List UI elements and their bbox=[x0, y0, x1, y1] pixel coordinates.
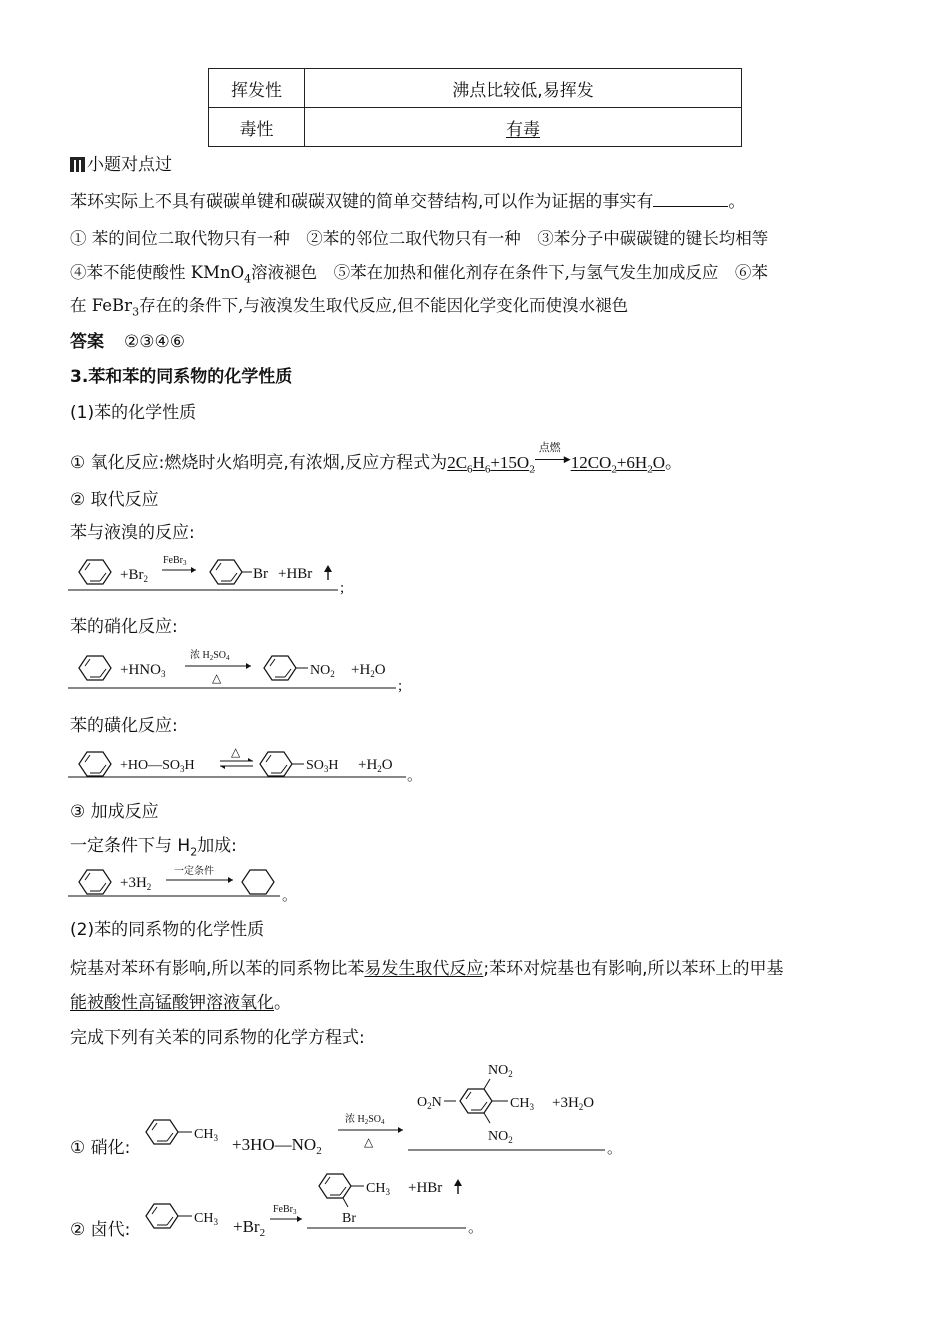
benzene-ring-icon bbox=[210, 560, 242, 584]
svg-text:△: △ bbox=[231, 745, 241, 759]
svg-text:NO2: $NO_2$ bbox=[488, 1063, 513, 1079]
svg-text:+H2O: $+H_2O$ bbox=[351, 662, 386, 679]
svg-text:+H2O: $+H_2O$ bbox=[358, 757, 393, 774]
quiz-question: 苯环实际上不具有碳碳单键和碳碳双键的简单交替结构,可以作为证据的事实有 。 bbox=[70, 192, 746, 212]
answer-line bbox=[70, 327, 185, 352]
svg-text:Br: Br bbox=[342, 1211, 356, 1226]
svg-text:浓 H2SO4: 浓 $H_2SO_4$ bbox=[345, 1114, 385, 1126]
svg-text:SO3H: $SO_3H$ bbox=[306, 758, 339, 774]
svg-text:NO2: $NO_2$ bbox=[488, 1129, 513, 1145]
svg-text:+Br2: $+Br_2$ bbox=[233, 1217, 266, 1239]
section-marker-icon bbox=[70, 157, 85, 172]
svg-text:。: 。 bbox=[282, 888, 298, 904]
answer-label: 答案 bbox=[70, 332, 104, 352]
homolog-text-line-1: 烷基对苯环有影响,所以苯的同系物比苯易发生取代反应;苯环对烷基也有影响,所以苯环上的甲基 bbox=[70, 959, 784, 979]
table-cell-value bbox=[305, 108, 742, 147]
sulfonation-equation bbox=[68, 742, 423, 788]
combustion-products: $12CO_2+6H_2O$ bbox=[570, 453, 665, 476]
subsection-title-2: (2)苯的同系物的化学性质 bbox=[70, 920, 265, 940]
benzene-ring-icon bbox=[460, 1089, 492, 1113]
svg-text:;: ; bbox=[340, 580, 345, 596]
svg-text:;: ; bbox=[398, 678, 403, 694]
quiz-heading: 小题对点过 bbox=[70, 150, 172, 175]
combustion-reactants: $2C_6H_6+15O_2$ bbox=[447, 453, 535, 476]
hydrogenation-equation bbox=[68, 860, 308, 906]
substitution-heading: ② 取代反应 bbox=[70, 490, 159, 510]
quiz-options-line-2: ④苯不能使酸性 KMnO$_4$溶液褪色 ⑤苯在加热和催化剂存在条件下,与氢气发生加成反应 ⑥苯 bbox=[70, 263, 768, 286]
svg-text:NO2: $NO_2$ bbox=[310, 663, 335, 679]
subsection-title: (1)苯的化学性质 bbox=[70, 403, 197, 423]
table-cell-key: 挥发性 bbox=[209, 69, 305, 108]
nitration2-label: ① 硝化: bbox=[70, 1138, 131, 1158]
toluene-bromination-equation bbox=[140, 1166, 500, 1246]
addition-label: 一定条件下与 $H_2$加成: bbox=[70, 836, 237, 859]
benzene-ring-icon bbox=[146, 1120, 178, 1144]
homolog-text-line-2: 能被酸性高锰酸钾溶液氧化。 bbox=[70, 993, 291, 1013]
quiz-options-line-1: ① 苯的间位二取代物只有一种 ②苯的邻位二取代物只有一种 ③苯分子中碳碳键的键长均相等 bbox=[70, 229, 769, 248]
benzene-ring-icon bbox=[264, 656, 296, 680]
benzene-ring-icon bbox=[79, 656, 111, 680]
complete-label: 完成下列有关苯的同系物的化学方程式: bbox=[70, 1028, 365, 1048]
benzene-ring-icon bbox=[79, 560, 111, 584]
svg-text:一定条件: 一定条件 bbox=[174, 866, 214, 877]
benzene-ring-icon bbox=[146, 1204, 178, 1228]
svg-text:FeBr3: FeBr$_3$ bbox=[163, 555, 187, 567]
svg-text:+HO—SO3H: $+HO—SO_3H$ bbox=[120, 758, 195, 774]
svg-text:+3H2: $+3H_2$ bbox=[120, 875, 152, 892]
svg-text:CH3: $CH_3$ bbox=[510, 1096, 534, 1112]
oxidation-line: ① 氧化反应:燃烧时火焰明亮,有浓烟,反应方程式为$2C_6H_6+15O_2$ 点燃 ▶ $12CO_2+6H_2O$。 bbox=[70, 441, 682, 476]
bromination-label: 苯与液溴的反应: bbox=[70, 523, 195, 543]
svg-text:+HBr: +HBr bbox=[278, 566, 313, 582]
table-cell-key: 毒性 bbox=[209, 108, 305, 147]
underlined-answer: 有毒 bbox=[506, 119, 540, 140]
benzene-ring-icon bbox=[260, 752, 292, 776]
nitration-equation bbox=[68, 644, 413, 696]
svg-text:△: △ bbox=[212, 671, 222, 685]
svg-text:+HNO3: $+HNO_3$ bbox=[120, 662, 166, 679]
sulfonation-label: 苯的磺化反应: bbox=[70, 716, 178, 736]
svg-text:O2N: $O_2N$ bbox=[417, 1095, 442, 1111]
toluene-nitration-equation bbox=[140, 1052, 640, 1162]
svg-text:CH3: $CH_3$ bbox=[194, 1127, 218, 1143]
table-row bbox=[209, 108, 742, 147]
answer-blank bbox=[653, 192, 728, 207]
svg-text:浓 H2SO4: 浓 $H_2SO_4$ bbox=[190, 650, 230, 662]
svg-text:。: 。 bbox=[607, 1141, 623, 1157]
addition-heading: ③ 加成反应 bbox=[70, 802, 159, 822]
quiz-options-line-3: 在 FeBr$_3$存在的条件下,与液溴发生取代反应,但不能因化学变化而使溴水褪色 bbox=[70, 296, 629, 319]
svg-text:△: △ bbox=[364, 1135, 374, 1149]
properties-table bbox=[208, 68, 742, 147]
section-title: 3.苯和苯的同系物的化学性质 bbox=[70, 367, 293, 387]
benzene-ring-icon bbox=[319, 1174, 351, 1198]
bromination-equation bbox=[68, 550, 358, 598]
benzene-ring-icon bbox=[79, 752, 111, 776]
cyclohexane-ring-icon bbox=[242, 870, 274, 894]
svg-text:+3HO—NO2: $+3HO—NO_2$ bbox=[232, 1135, 322, 1157]
svg-text:+3H2O: $+3H_2O$ bbox=[552, 1095, 595, 1112]
table-row bbox=[209, 69, 742, 108]
svg-text:。: 。 bbox=[407, 768, 423, 784]
halogen-label: ② 卤代: bbox=[70, 1220, 131, 1240]
svg-text:FeBr3: FeBr$_3$ bbox=[273, 1204, 297, 1216]
nitration-label: 苯的硝化反应: bbox=[70, 617, 178, 637]
svg-text:CH3: $CH_3$ bbox=[194, 1211, 218, 1227]
answer-value: ②③④⑥ bbox=[124, 332, 185, 352]
svg-text:。: 。 bbox=[468, 1220, 484, 1236]
table-cell-value: 沸点比较低,易挥发 bbox=[305, 69, 742, 108]
svg-text:Br: Br bbox=[253, 566, 268, 582]
svg-text:+HBr: +HBr bbox=[408, 1180, 443, 1196]
svg-text:+Br2: $+Br_2$ bbox=[120, 567, 148, 584]
reaction-arrow: 点燃 ▶ bbox=[535, 455, 571, 465]
benzene-ring-icon bbox=[79, 870, 111, 894]
svg-text:CH3: $CH_3$ bbox=[366, 1181, 390, 1197]
